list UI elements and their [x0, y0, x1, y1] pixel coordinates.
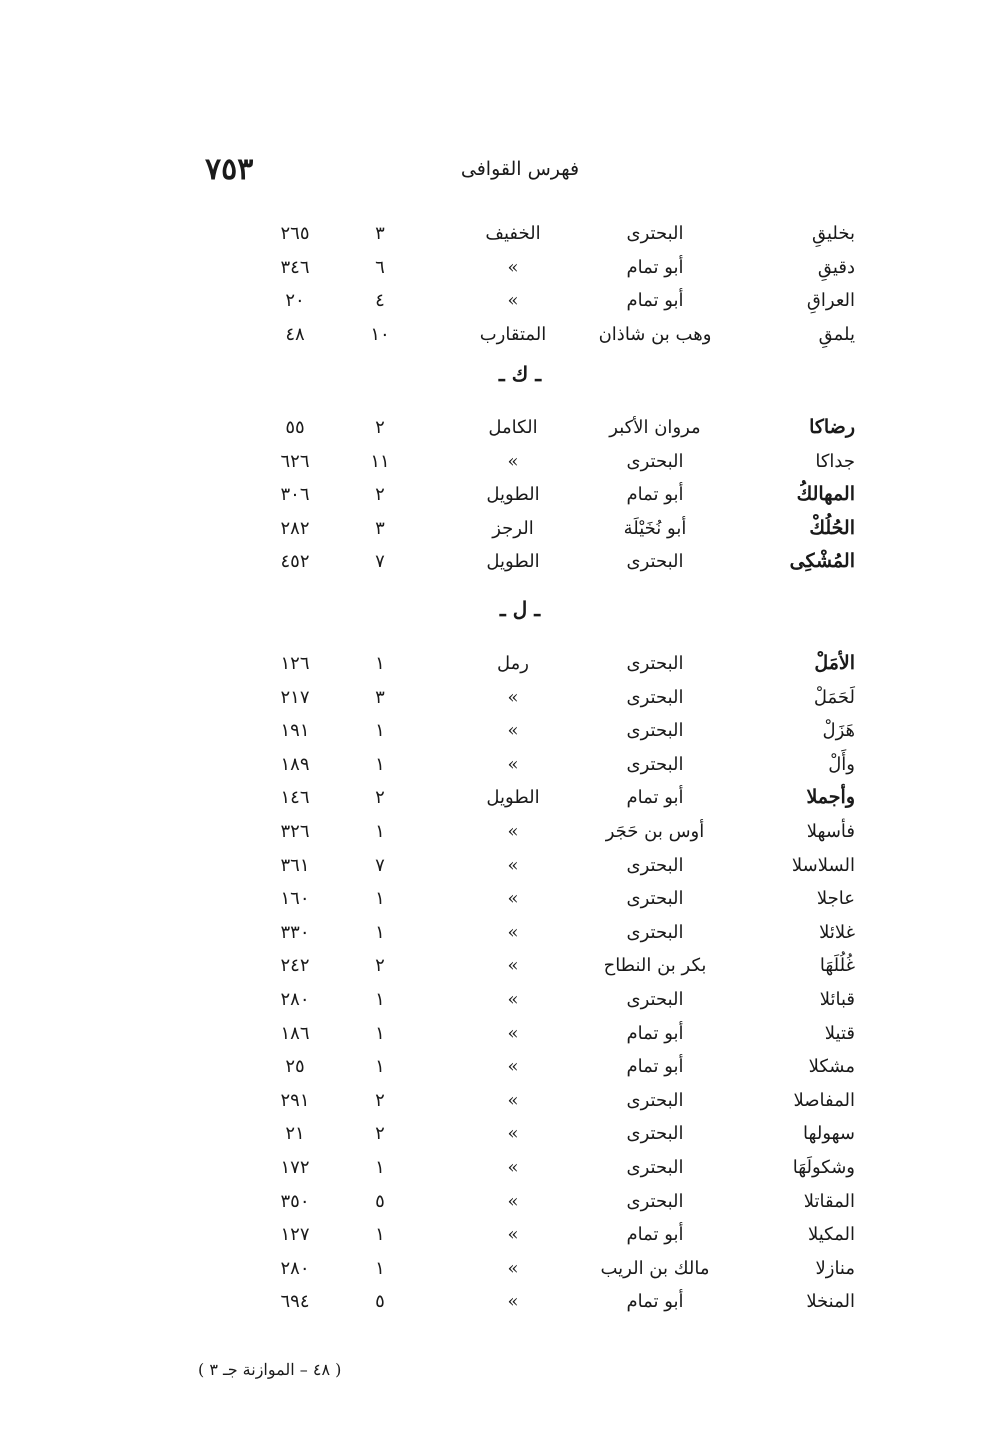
rhyme-word: فأسهلا — [806, 820, 855, 842]
page-reference: ٣٥٠ — [280, 1190, 310, 1212]
rhyme-word: المنخلا — [806, 1291, 855, 1313]
rhyme-word: منازلا — [815, 1257, 855, 1279]
rhyme-word: العراقِ — [806, 290, 855, 312]
meter-name: الطويل — [486, 787, 540, 809]
meter-name: المتقارب — [479, 323, 547, 345]
verse-count: ١ — [375, 988, 385, 1010]
verse-count: ١ — [375, 653, 385, 674]
rhyme-word: لَحَمَلْ — [813, 686, 855, 708]
poet-name: البحترى — [626, 888, 684, 910]
meter-name: » — [507, 1089, 519, 1111]
rhyme-word: بخليقِ — [811, 223, 855, 244]
verse-count: ٣ — [375, 223, 385, 244]
poet-name: البحترى — [626, 988, 684, 1010]
verse-count: ١ — [375, 720, 385, 742]
meter-name: » — [507, 1257, 519, 1279]
page-reference: ١٤٦ — [280, 787, 310, 809]
poet-name: البحترى — [626, 1123, 684, 1145]
index-section-qaf — [0, 217, 1005, 351]
page-reference: ٢٨٠ — [280, 988, 310, 1010]
meter-name: » — [507, 988, 519, 1010]
verse-count: ٦ — [375, 256, 385, 278]
index-section-lam — [0, 647, 1005, 1319]
index-row — [0, 217, 1005, 251]
page-reference: ٤٨ — [285, 323, 305, 345]
rhyme-word: المقاتلا — [803, 1190, 855, 1212]
meter-name: » — [507, 450, 519, 472]
page-reference: ٢١ — [285, 1123, 305, 1145]
meter-name: رمل — [497, 653, 529, 674]
rhyme-word: قبائلا — [819, 988, 855, 1010]
index-row — [0, 647, 1005, 681]
poet-name: البحترى — [626, 854, 684, 876]
meter-name: » — [507, 720, 519, 742]
poet-name: أبو تمام — [626, 290, 684, 312]
poet-name: البحترى — [626, 1156, 684, 1178]
rhyme-word: وشكولَهَا — [792, 1156, 855, 1178]
meter-name: » — [507, 1123, 519, 1145]
index-row — [0, 512, 1005, 546]
index-row — [0, 916, 1005, 950]
page-reference: ٢٩١ — [280, 1089, 310, 1111]
poet-name: وهب بن شاذان — [598, 323, 712, 345]
rhyme-word: سهولها — [803, 1123, 855, 1145]
verse-count: ١ — [375, 921, 385, 943]
page-reference: ٣٦١ — [280, 854, 310, 876]
verse-count: ٤ — [375, 290, 385, 312]
verse-count: ٢ — [375, 417, 385, 438]
page-reference: ٣٤٦ — [280, 256, 310, 278]
meter-name: الطويل — [486, 484, 540, 506]
verse-count: ١٠ — [370, 323, 390, 345]
index-section-kaf — [0, 411, 1005, 579]
verse-count: ٢ — [375, 1089, 385, 1111]
verse-count: ٣ — [375, 686, 385, 708]
poet-name: البحترى — [626, 653, 684, 674]
poet-name: البحترى — [626, 1190, 684, 1212]
index-row — [0, 983, 1005, 1017]
meter-name: » — [507, 1156, 519, 1178]
verse-count: ٥ — [375, 1190, 385, 1212]
rhyme-word: السلاسلا — [791, 854, 855, 876]
rhyme-word: مشكلا — [808, 1056, 855, 1078]
verse-count: ١ — [375, 1224, 385, 1246]
index-row — [0, 1151, 1005, 1185]
rhyme-word: المهالكُ — [796, 483, 855, 506]
page-reference: ٢٠ — [285, 290, 305, 312]
index-row — [0, 478, 1005, 512]
page-reference: ٢٨٢ — [280, 517, 310, 539]
page-reference: ٤٥٢ — [280, 551, 310, 573]
rhyme-word: المفاصلا — [793, 1089, 855, 1111]
page-reference: ١٨٩ — [280, 753, 310, 775]
index-row — [0, 1185, 1005, 1219]
page-reference: ١٧٢ — [280, 1156, 310, 1178]
meter-name: » — [507, 686, 519, 708]
page-reference: ١٨٦ — [280, 1022, 310, 1044]
page-reference: ٢١٧ — [280, 686, 310, 708]
rhyme-word: غُلُلَهَا — [819, 955, 855, 977]
page-reference: ٢٤٢ — [280, 955, 310, 977]
rhyme-word: قتيلا — [824, 1022, 855, 1044]
poet-name: أبو تمام — [626, 1291, 684, 1313]
verse-count: ٧ — [375, 551, 385, 573]
index-row — [0, 545, 1005, 579]
index-row — [0, 1218, 1005, 1252]
verse-count: ١ — [375, 820, 385, 842]
index-row — [0, 411, 1005, 445]
letter-separator-kaf: ـ ك ـ — [498, 362, 542, 386]
page-reference: ١٩١ — [280, 720, 310, 742]
poet-name: مروان الأكبر — [609, 417, 701, 438]
footer-note: ( ٤٨ – الموازنة جـ ٣ ) — [198, 1360, 342, 1379]
poet-name: البحترى — [626, 720, 684, 742]
page-reference: ١٦٠ — [280, 888, 310, 910]
index-row — [0, 1084, 1005, 1118]
verse-count: ٢ — [375, 955, 385, 977]
verse-count: ٢ — [375, 1123, 385, 1145]
verse-count: ٢ — [375, 484, 385, 506]
poet-name: أبو تمام — [626, 787, 684, 809]
index-row — [0, 949, 1005, 983]
index-row — [0, 1252, 1005, 1286]
page-reference: ٢٦٥ — [280, 223, 310, 244]
page-reference: ٣٠٦ — [280, 484, 310, 506]
rhyme-word: المُشْكِى — [789, 550, 855, 573]
index-row — [0, 714, 1005, 748]
poet-name: البحترى — [626, 921, 684, 943]
verse-count: ١ — [375, 753, 385, 775]
index-row — [0, 1117, 1005, 1151]
meter-name: » — [507, 290, 519, 312]
meter-name: » — [507, 820, 519, 842]
index-row — [0, 815, 1005, 849]
verse-count: ١ — [375, 1257, 385, 1279]
meter-name: الرجز — [492, 517, 534, 539]
verse-count: ١ — [375, 1056, 385, 1078]
poet-name: البحترى — [626, 753, 684, 775]
page-number: ٧٥٣ — [205, 152, 254, 187]
meter-name: » — [507, 753, 519, 775]
page-reference: ١٢٧ — [280, 1224, 310, 1246]
index-row — [0, 445, 1005, 479]
poet-name: البحترى — [626, 686, 684, 708]
rhyme-word: الحُلُكْ — [809, 516, 855, 539]
verse-count: ١ — [375, 1156, 385, 1178]
verse-count: ١ — [375, 1022, 385, 1044]
index-row — [0, 748, 1005, 782]
meter-name: » — [507, 1224, 519, 1246]
index-row — [0, 1017, 1005, 1051]
meter-name: » — [507, 955, 519, 977]
rhyme-word: وأجملا — [806, 786, 855, 809]
rhyme-word: جداكا — [815, 450, 855, 472]
rhyme-word: دقيقِ — [817, 256, 855, 278]
verse-count: ١ — [375, 888, 385, 910]
poet-name: البحترى — [626, 223, 684, 244]
page-reference: ٥٥ — [285, 417, 305, 438]
verse-count: ٣ — [375, 517, 385, 539]
page-title: فهرس القوافى — [460, 158, 580, 180]
meter-name: الخفيف — [485, 223, 541, 244]
meter-name: » — [507, 854, 519, 876]
poet-name: أبو تمام — [626, 1056, 684, 1078]
poet-name: بكر بن النطاح — [603, 955, 707, 977]
verse-count: ١١ — [370, 450, 390, 472]
page-reference: ٢٥ — [285, 1056, 305, 1078]
meter-name: » — [507, 256, 519, 278]
page-reference: ٢٨٠ — [280, 1257, 310, 1279]
poet-name: البحترى — [626, 1089, 684, 1111]
meter-name: » — [507, 888, 519, 910]
poet-name: أبو تمام — [626, 256, 684, 278]
index-row — [0, 318, 1005, 352]
meter-name: الطويل — [486, 551, 540, 573]
page-reference: ١٢٦ — [280, 653, 310, 674]
poet-name: مالك بن الريب — [600, 1257, 710, 1279]
meter-name: » — [507, 1190, 519, 1212]
index-row — [0, 849, 1005, 883]
poet-name: أبو تمام — [626, 1022, 684, 1044]
meter-name: » — [507, 1291, 519, 1313]
index-row — [0, 1050, 1005, 1084]
verse-count: ٥ — [375, 1291, 385, 1313]
index-row — [0, 781, 1005, 815]
poet-name: أوس بن حَجَر — [605, 820, 705, 842]
letter-separator-lam: ـ ل ـ — [499, 597, 541, 621]
rhyme-word: عاجلا — [816, 888, 855, 910]
index-row — [0, 284, 1005, 318]
rhyme-word: رضاكا — [809, 416, 855, 438]
poet-name: البحترى — [626, 551, 684, 573]
poet-name: البحترى — [626, 450, 684, 472]
rhyme-word: غلائلا — [819, 921, 855, 943]
rhyme-word: الأمَلْ — [814, 652, 855, 674]
poet-name: أبو نُخَيْلَة — [623, 517, 687, 539]
poet-name: أبو تمام — [626, 484, 684, 506]
verse-count: ٧ — [375, 854, 385, 876]
meter-name: » — [507, 1056, 519, 1078]
index-row — [0, 882, 1005, 916]
verse-count: ٢ — [375, 787, 385, 809]
index-row — [0, 251, 1005, 285]
index-row — [0, 1285, 1005, 1319]
meter-name: الكامل — [488, 417, 538, 438]
index-row — [0, 681, 1005, 715]
rhyme-word: يلمقِ — [818, 323, 855, 345]
meter-name: » — [507, 1022, 519, 1044]
page-reference: ٦٩٤ — [280, 1291, 310, 1313]
page-reference: ٦٢٦ — [280, 450, 310, 472]
meter-name: » — [507, 921, 519, 943]
rhyme-word: هَزَلْ — [822, 720, 855, 742]
rhyme-word: المكيلا — [807, 1224, 855, 1246]
rhyme-word: وأَلْ — [828, 753, 855, 775]
page-reference: ٣٣٠ — [280, 921, 310, 943]
page-reference: ٣٢٦ — [280, 820, 310, 842]
poet-name: أبو تمام — [626, 1224, 684, 1246]
